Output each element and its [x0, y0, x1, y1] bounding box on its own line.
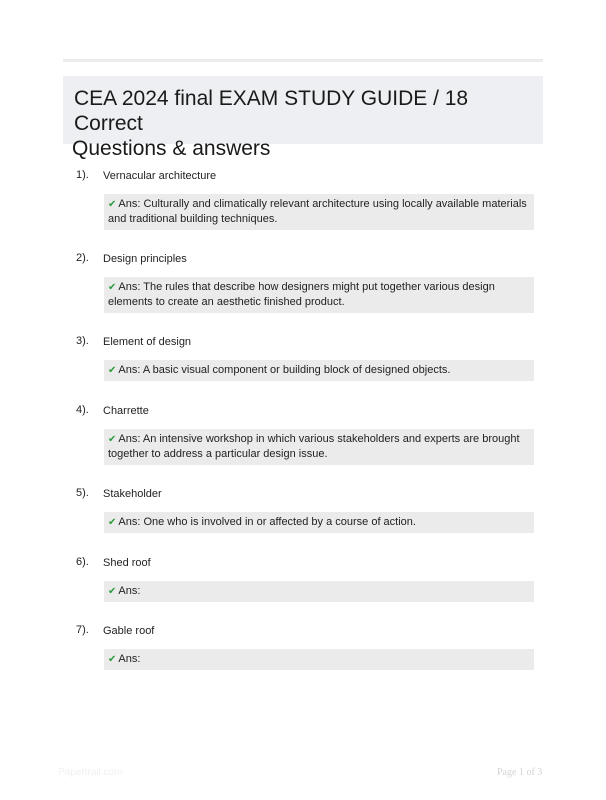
title-line-2: Questions & answers — [72, 137, 271, 160]
question-number: 6). — [76, 556, 89, 568]
question-term: Design principles — [103, 253, 187, 265]
answer-text: Ans: Culturally and climatically relevant architecture using locally available materials and traditional building techniques. — [108, 198, 527, 225]
answer-text: Ans: — [118, 585, 141, 597]
page-indicator: Page 1 of 3 — [497, 767, 543, 778]
answer-text: Ans: — [118, 653, 141, 665]
question-term: Stakeholder — [103, 488, 162, 500]
answer-text: Ans: The rules that describe how designers might put together various design elements to create an aesthetic finished product. — [108, 281, 495, 308]
answer-box — [104, 194, 534, 230]
question-number: 4). — [76, 404, 89, 416]
question-term: Charrette — [103, 405, 149, 417]
answer-box — [104, 360, 534, 381]
answer-box — [104, 512, 534, 533]
question-number: 7). — [76, 624, 89, 636]
check-icon: ✔ — [108, 654, 117, 665]
answer-text: Ans: A basic visual component or building block of designed objects. — [118, 364, 451, 376]
check-icon: ✔ — [108, 365, 117, 376]
check-icon: ✔ — [108, 282, 117, 293]
title-line-1: CEA 2024 final EXAM STUDY GUIDE / 18 Correct — [74, 87, 469, 135]
question-number: 3). — [76, 335, 89, 347]
question-term: Shed roof — [103, 557, 151, 569]
title-banner — [63, 76, 543, 160]
question-term: Gable roof — [103, 625, 155, 637]
answer-box — [104, 277, 534, 313]
top-divider — [63, 59, 543, 62]
question-number: 1). — [76, 169, 89, 181]
answer-box — [104, 649, 534, 670]
check-icon: ✔ — [108, 517, 117, 528]
answer-text: Ans: One who is involved in or affected by a course of action. — [118, 516, 416, 528]
question-number: 5). — [76, 487, 89, 499]
check-icon: ✔ — [108, 434, 117, 445]
question-term: Vernacular architecture — [103, 170, 217, 182]
check-icon: ✔ — [108, 199, 117, 210]
check-icon: ✔ — [108, 586, 117, 597]
answer-box — [104, 429, 534, 465]
footer-watermark: Papertrail.com — [58, 767, 123, 778]
answer-text: Ans: An intensive workshop in which various stakeholders and experts are brought together to address a particular design issue. — [108, 433, 520, 460]
question-number: 2). — [76, 252, 89, 264]
document-title — [72, 86, 533, 161]
answer-box — [104, 581, 534, 602]
question-term: Element of design — [103, 336, 192, 348]
